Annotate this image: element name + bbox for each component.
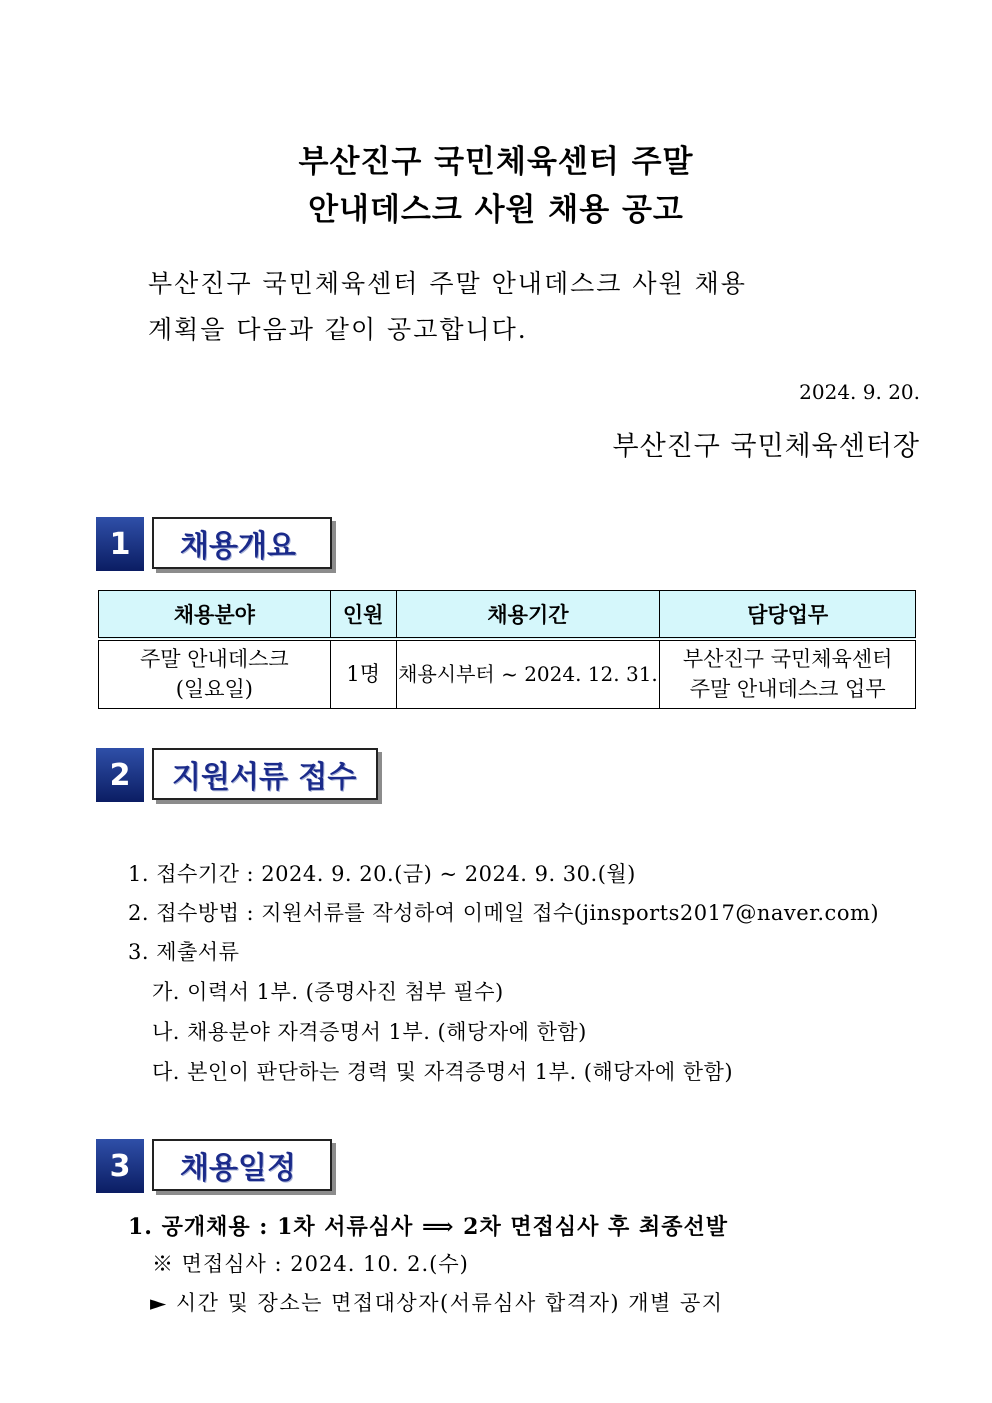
section-number: 1 — [96, 517, 144, 571]
cell-field — [99, 639, 331, 709]
cell-duty — [660, 639, 916, 709]
list-item-period: 1. 접수기간 : 2024. 9. 20.(금) ~ 2024. 9. 30.(월) — [128, 862, 636, 886]
schedule-arrow-note: ► 시간 및 장소는 면접대상자(서류심사 합격자) 개별 공지 — [150, 1291, 724, 1315]
schedule-main: 1. 공개채용 : 1차 서류심사 ⟹ 2차 면접심사 후 최종선발 — [128, 1214, 728, 1240]
announcement-date: 2024. 9. 20. — [799, 380, 920, 404]
cell-count: 1명 — [330, 639, 396, 709]
duty-line-2: 주말 안내데스크 업무 — [689, 677, 886, 702]
header-field: 채용분야 — [99, 591, 331, 639]
recruitment-table — [98, 590, 916, 709]
header-period: 채용기간 — [396, 591, 660, 639]
header-duty: 담당업무 — [660, 591, 916, 639]
list-item-documents: 3. 제출서류 — [128, 940, 240, 964]
section-label: 채용일정 — [152, 1139, 332, 1191]
cell-period: 채용시부터 ~ 2024. 12. 31. — [396, 639, 660, 709]
table-row — [99, 639, 916, 709]
list-subitem-certificate: 나. 채용분야 자격증명서 1부. (해당자에 한함) — [152, 1020, 587, 1044]
signer-name: 부산진구 국민체육센터장 — [612, 431, 920, 462]
section-number: 2 — [96, 748, 144, 802]
page-title-line-1: 부산진구 국민체육센터 주말 — [298, 144, 694, 180]
duty-line-1: 부산진구 국민체육센터 — [682, 647, 893, 672]
intro-line-1: 부산진구 국민체육센터 주말 안내데스크 사원 채용 — [148, 269, 747, 298]
schedule-interview-note: ※ 면접심사 : 2024. 10. 2.(수) — [152, 1252, 469, 1276]
field-line-2: (일요일) — [175, 677, 253, 702]
list-subitem-experience: 다. 본인이 판단하는 경력 및 자격증명서 1부. (해당자에 한함) — [152, 1060, 734, 1084]
list-item-method: 2. 접수방법 : 지원서류를 작성하여 이메일 접수(jinsports2017@naver.com) — [128, 901, 880, 925]
section-number: 3 — [96, 1139, 144, 1193]
field-line-1: 주말 안내데스크 — [140, 647, 289, 672]
header-count: 인원 — [330, 591, 396, 639]
table-header-row — [99, 591, 916, 639]
list-subitem-resume: 가. 이력서 1부. (증명사진 첨부 필수) — [152, 980, 504, 1004]
section-label: 지원서류 접수 — [152, 748, 378, 800]
page-title-line-2: 안내데스크 사원 채용 공고 — [308, 192, 684, 228]
intro-line-2: 계획을 다음과 같이 공고합니다. — [148, 315, 528, 344]
section-label: 채용개요 — [152, 517, 332, 569]
